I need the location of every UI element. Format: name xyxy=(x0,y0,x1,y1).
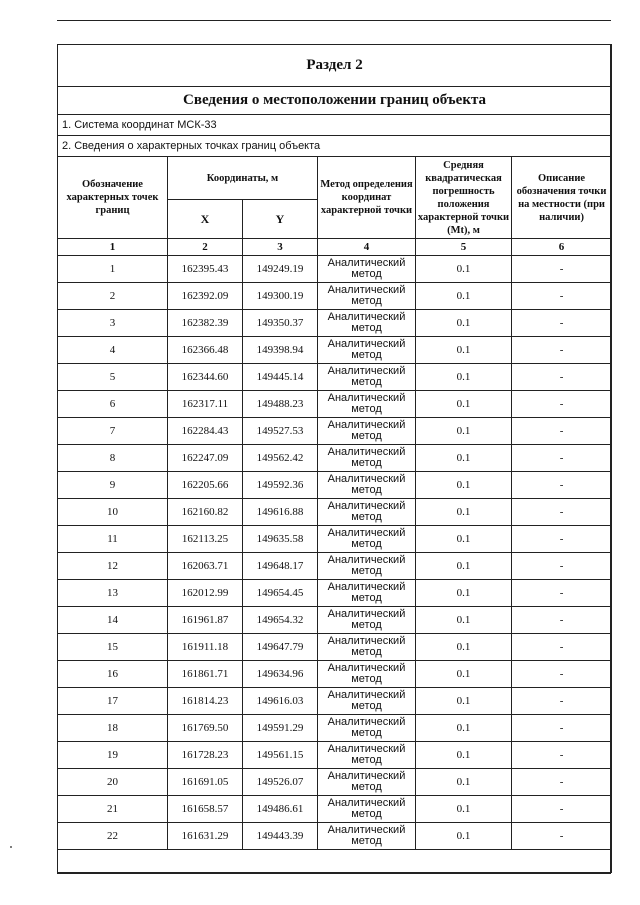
column-number: 4 xyxy=(318,239,416,256)
cell-method: Аналитический метод xyxy=(318,715,416,742)
column-number: 3 xyxy=(243,239,318,256)
table-row xyxy=(58,364,612,391)
cell-method: Аналитический метод xyxy=(318,337,416,364)
cell-y: 149647.79 xyxy=(243,634,318,661)
cell-mt: 0.1 xyxy=(416,283,512,310)
scan-speck xyxy=(10,846,12,848)
cell-description: - xyxy=(512,823,612,850)
empty-row xyxy=(58,850,612,873)
cell-method: Аналитический метод xyxy=(318,553,416,580)
cell-method: Аналитический метод xyxy=(318,661,416,688)
cell-description: - xyxy=(512,661,612,688)
cell-x: 162113.25 xyxy=(168,526,243,553)
cell-y: 149350.37 xyxy=(243,310,318,337)
cell-x: 162366.48 xyxy=(168,337,243,364)
cell-x: 162284.43 xyxy=(168,418,243,445)
cell-description: - xyxy=(512,445,612,472)
table-row xyxy=(58,634,612,661)
top-rule xyxy=(57,20,611,21)
cell-point-number: 12 xyxy=(58,553,168,580)
cell-mt: 0.1 xyxy=(416,418,512,445)
cell-x: 162247.09 xyxy=(168,445,243,472)
cell-x: 161728.23 xyxy=(168,742,243,769)
cell-y: 149249.19 xyxy=(243,256,318,283)
cell-mt: 0.1 xyxy=(416,715,512,742)
cell-description: - xyxy=(512,607,612,634)
table-row xyxy=(58,607,612,634)
table-row xyxy=(58,310,612,337)
empty-cell xyxy=(58,850,612,873)
cell-x: 161691.05 xyxy=(168,769,243,796)
cell-x: 162317.11 xyxy=(168,391,243,418)
cell-description: - xyxy=(512,634,612,661)
cell-point-number: 2 xyxy=(58,283,168,310)
cell-y: 149592.36 xyxy=(243,472,318,499)
cell-mt: 0.1 xyxy=(416,256,512,283)
table-row xyxy=(58,445,612,472)
cell-method: Аналитический метод xyxy=(318,283,416,310)
cell-y: 149562.42 xyxy=(243,445,318,472)
table-row xyxy=(58,283,612,310)
cell-y: 149616.88 xyxy=(243,499,318,526)
coord-system-row: 1. Система координат МСК-33 xyxy=(58,115,612,136)
cell-y: 149443.39 xyxy=(243,823,318,850)
cell-method: Аналитический метод xyxy=(318,607,416,634)
cell-mt: 0.1 xyxy=(416,364,512,391)
cell-y: 149616.03 xyxy=(243,688,318,715)
cell-mt: 0.1 xyxy=(416,337,512,364)
cell-y: 149526.07 xyxy=(243,769,318,796)
cell-mt: 0.1 xyxy=(416,391,512,418)
cell-y: 149300.19 xyxy=(243,283,318,310)
cell-method: Аналитический метод xyxy=(318,256,416,283)
cell-method: Аналитический метод xyxy=(318,391,416,418)
cell-x: 162063.71 xyxy=(168,553,243,580)
header-designation: Обозначение характерных точек границ xyxy=(58,157,168,239)
cell-x: 162344.60 xyxy=(168,364,243,391)
cell-description: - xyxy=(512,391,612,418)
cell-y: 149635.58 xyxy=(243,526,318,553)
header-error: Средняя квадратическая погрешность положения характерной точки (Mt), м xyxy=(416,157,512,239)
cell-description: - xyxy=(512,283,612,310)
cell-mt: 0.1 xyxy=(416,499,512,526)
cell-point-number: 9 xyxy=(58,472,168,499)
cell-method: Аналитический метод xyxy=(318,823,416,850)
cell-method: Аналитический метод xyxy=(318,364,416,391)
cell-point-number: 17 xyxy=(58,688,168,715)
cell-point-number: 13 xyxy=(58,580,168,607)
cell-mt: 0.1 xyxy=(416,580,512,607)
header-x: X xyxy=(168,200,243,239)
cell-y: 149561.15 xyxy=(243,742,318,769)
document-sheet xyxy=(57,44,611,874)
cell-method: Аналитический метод xyxy=(318,418,416,445)
table-row xyxy=(58,580,612,607)
cell-point-number: 16 xyxy=(58,661,168,688)
column-number: 2 xyxy=(168,239,243,256)
cell-mt: 0.1 xyxy=(416,445,512,472)
cell-description: - xyxy=(512,526,612,553)
header-description: Описание обозначения точки на местности (при наличии) xyxy=(512,157,612,239)
cell-description: - xyxy=(512,715,612,742)
cell-description: - xyxy=(512,418,612,445)
cell-description: - xyxy=(512,310,612,337)
cell-point-number: 6 xyxy=(58,391,168,418)
table-row xyxy=(58,553,612,580)
cell-y: 149488.23 xyxy=(243,391,318,418)
cell-description: - xyxy=(512,472,612,499)
cell-method: Аналитический метод xyxy=(318,445,416,472)
table-row xyxy=(58,661,612,688)
section-title: Раздел 2 xyxy=(58,45,612,87)
cell-point-number: 15 xyxy=(58,634,168,661)
cell-method: Аналитический метод xyxy=(318,310,416,337)
cell-point-number: 1 xyxy=(58,256,168,283)
cell-x: 162205.66 xyxy=(168,472,243,499)
table-row xyxy=(58,796,612,823)
cell-x: 161911.18 xyxy=(168,634,243,661)
column-number: 1 xyxy=(58,239,168,256)
cell-x: 162012.99 xyxy=(168,580,243,607)
cell-y: 149527.53 xyxy=(243,418,318,445)
cell-y: 149486.61 xyxy=(243,796,318,823)
cell-description: - xyxy=(512,337,612,364)
cell-mt: 0.1 xyxy=(416,688,512,715)
cell-method: Аналитический метод xyxy=(318,526,416,553)
table-row xyxy=(58,769,612,796)
header-method: Метод определения координат характерной точки xyxy=(318,157,416,239)
cell-point-number: 21 xyxy=(58,796,168,823)
cell-description: - xyxy=(512,796,612,823)
cell-x: 161769.50 xyxy=(168,715,243,742)
cell-x: 162395.43 xyxy=(168,256,243,283)
table-row xyxy=(58,391,612,418)
table-row xyxy=(58,823,612,850)
cell-y: 149654.32 xyxy=(243,607,318,634)
cell-method: Аналитический метод xyxy=(318,499,416,526)
table-row xyxy=(58,472,612,499)
cell-description: - xyxy=(512,553,612,580)
cell-method: Аналитический метод xyxy=(318,796,416,823)
cell-y: 149398.94 xyxy=(243,337,318,364)
table-row xyxy=(58,688,612,715)
cell-point-number: 4 xyxy=(58,337,168,364)
cell-x: 161658.57 xyxy=(168,796,243,823)
cell-x: 161961.87 xyxy=(168,607,243,634)
cell-method: Аналитический метод xyxy=(318,634,416,661)
table-row xyxy=(58,256,612,283)
cell-x: 162382.39 xyxy=(168,310,243,337)
header-y: Y xyxy=(243,200,318,239)
cell-mt: 0.1 xyxy=(416,472,512,499)
column-number: 6 xyxy=(512,239,612,256)
cell-mt: 0.1 xyxy=(416,661,512,688)
cell-point-number: 20 xyxy=(58,769,168,796)
cell-point-number: 7 xyxy=(58,418,168,445)
cell-description: - xyxy=(512,499,612,526)
cell-mt: 0.1 xyxy=(416,742,512,769)
table-row xyxy=(58,418,612,445)
cell-point-number: 5 xyxy=(58,364,168,391)
cell-y: 149445.14 xyxy=(243,364,318,391)
cell-mt: 0.1 xyxy=(416,769,512,796)
table-row xyxy=(58,526,612,553)
cell-description: - xyxy=(512,742,612,769)
cell-y: 149654.45 xyxy=(243,580,318,607)
cell-method: Аналитический метод xyxy=(318,688,416,715)
cell-point-number: 18 xyxy=(58,715,168,742)
cell-description: - xyxy=(512,688,612,715)
cell-mt: 0.1 xyxy=(416,634,512,661)
cell-description: - xyxy=(512,580,612,607)
section-subtitle: Сведения о местоположении границ объекта xyxy=(58,87,612,115)
cell-point-number: 10 xyxy=(58,499,168,526)
cell-description: - xyxy=(512,256,612,283)
boundary-table xyxy=(57,44,612,873)
cell-method: Аналитический метод xyxy=(318,580,416,607)
cell-mt: 0.1 xyxy=(416,607,512,634)
cell-mt: 0.1 xyxy=(416,526,512,553)
cell-x: 162160.82 xyxy=(168,499,243,526)
cell-method: Аналитический метод xyxy=(318,742,416,769)
table-row xyxy=(58,337,612,364)
cell-point-number: 8 xyxy=(58,445,168,472)
cell-mt: 0.1 xyxy=(416,823,512,850)
cell-mt: 0.1 xyxy=(416,310,512,337)
cell-method: Аналитический метод xyxy=(318,472,416,499)
cell-y: 149634.96 xyxy=(243,661,318,688)
table-row xyxy=(58,499,612,526)
cell-x: 162392.09 xyxy=(168,283,243,310)
cell-x: 161861.71 xyxy=(168,661,243,688)
cell-mt: 0.1 xyxy=(416,553,512,580)
column-number: 5 xyxy=(416,239,512,256)
cell-x: 161814.23 xyxy=(168,688,243,715)
cell-description: - xyxy=(512,769,612,796)
cell-method: Аналитический метод xyxy=(318,769,416,796)
cell-x: 161631.29 xyxy=(168,823,243,850)
cell-point-number: 14 xyxy=(58,607,168,634)
table-row xyxy=(58,715,612,742)
points-heading-row: 2. Сведения о характерных точках границ объекта xyxy=(58,136,612,157)
cell-description: - xyxy=(512,364,612,391)
cell-point-number: 19 xyxy=(58,742,168,769)
cell-y: 149591.29 xyxy=(243,715,318,742)
cell-mt: 0.1 xyxy=(416,796,512,823)
cell-point-number: 3 xyxy=(58,310,168,337)
header-coordinates: Координаты, м xyxy=(168,157,318,200)
cell-point-number: 11 xyxy=(58,526,168,553)
cell-y: 149648.17 xyxy=(243,553,318,580)
table-row xyxy=(58,742,612,769)
cell-point-number: 22 xyxy=(58,823,168,850)
